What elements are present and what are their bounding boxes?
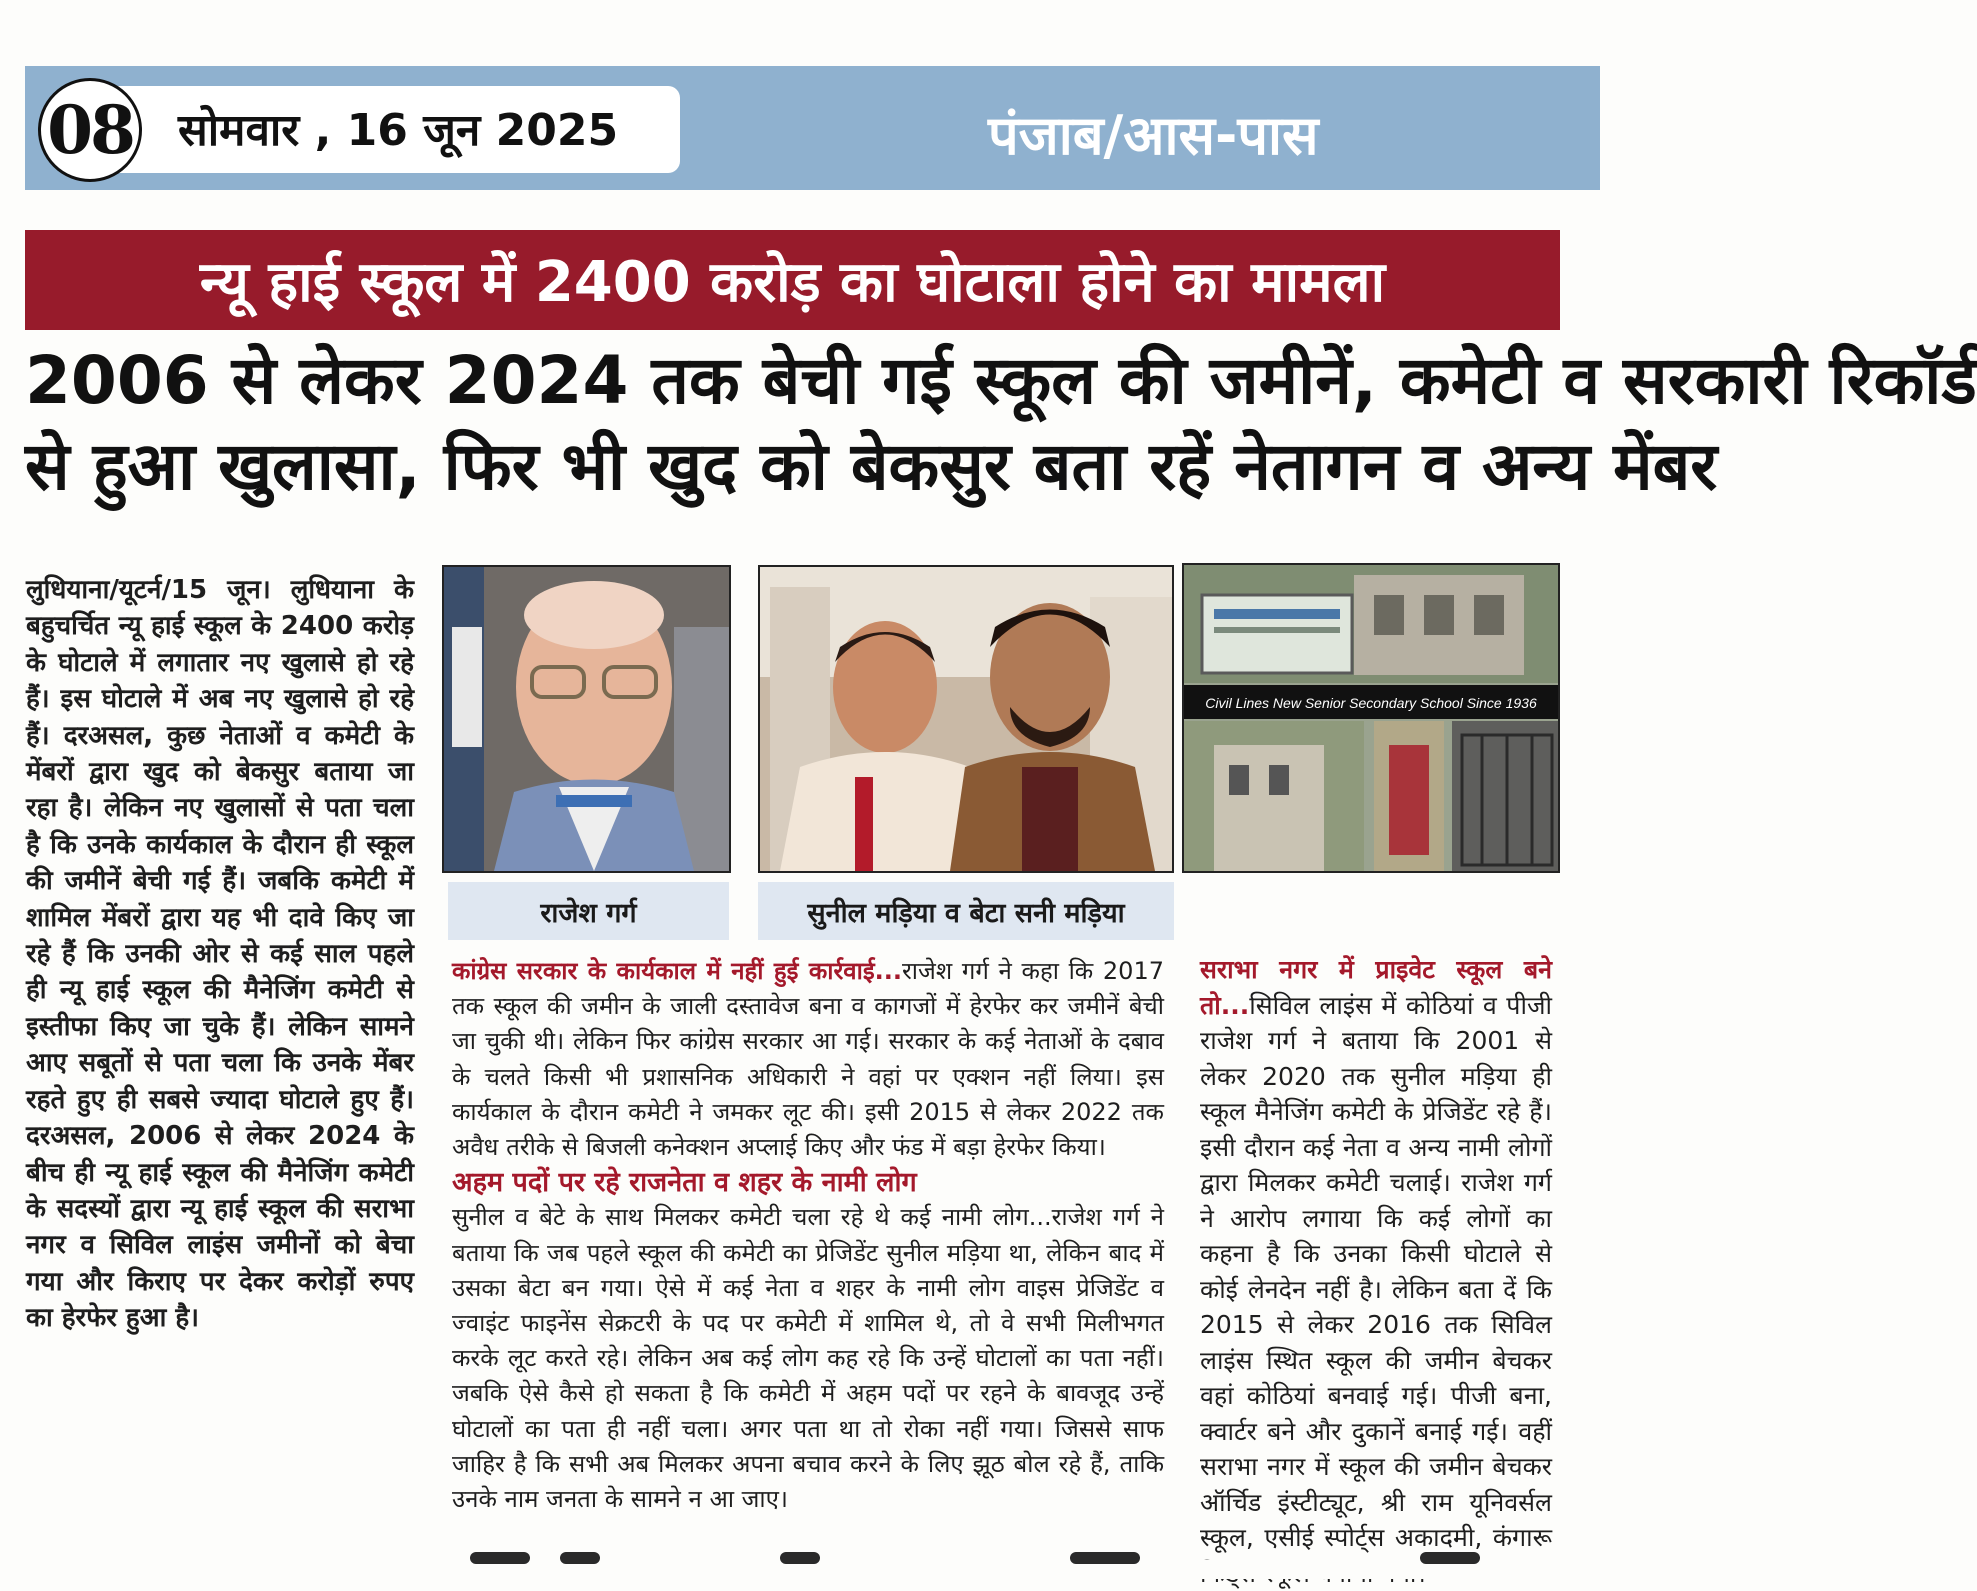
next-headline-fragment (1070, 1552, 1140, 1564)
photo-school-building (1182, 563, 1560, 873)
school-banner-text: Civil Lines New Senior Secondary School Since 1936 (1205, 695, 1537, 711)
page-number: 08 (38, 78, 142, 182)
headline-line-1: 2006 से लेकर 2024 तक बेची गई स्कूल की जमीनें, कमेटी व सरकारी रिकॉर्ड (25, 342, 1977, 419)
right-lead: सराभा नगर में प्राइवेट स्कूल बने तो... (1200, 955, 1552, 1020)
headline-line-2: से हुआ खुलासा, फिर भी खुद को बेकसुर बता रहें नेतागन व अन्य मेंबर (25, 428, 1718, 505)
photo-rajesh-garg (442, 565, 731, 873)
story-headline (25, 338, 1977, 510)
middle-column-text (452, 954, 1164, 1517)
next-headline-fragment (1420, 1552, 1480, 1564)
right-column-text (1200, 952, 1552, 1591)
caption-rajesh-garg: राजेश गर्ग (448, 882, 729, 940)
caption-sunil-madia-son: सुनील मड़िया व बेटा सनी मड़िया (758, 882, 1174, 940)
right-paragraph: सिविल लाइंस में कोठियां व पीजी राजेश गर्ग ने बताया कि 2001 से लेकर 2020 तक सुनील मड़िया ही स्कूल मैनेजिंग कमेटी के प्रेजिडेंट रहे हैं। इसी दौरान कई नेता व अन्य नामी लोगों द्वारा मिलकर कमेटी चलाई। राजेश गर्ग ने आरोप लगाया कि कई लोगों का कहना है कि उनका किसी घोटाले से कोई लेनदेन नहीं है। लेकिन बता दें कि 2015 से लेकर 2016 तक सिविल लाइंस स्थित स्कूल की जमीन बेचकर वहां कोठियां बनवाई गई। पीजी बना, क्वार्टर बने और दुकानें बनाई गई। वहीं सराभा नगर में स्कूल की जमीन बेचकर ऑर्चिड इंस्टीट्यूट, श्री राम यूनिवर्सल स्कूल, एसीई स्पोर्ट्स अकादमी, कंगारू (1200, 990, 1552, 1552)
next-headline-fragment (560, 1552, 600, 1564)
photo-sunil-madia-son (758, 565, 1174, 873)
section-title: पंजाब/आस-पास (988, 104, 1319, 167)
mid-paragraph-1: राजेश गर्ग ने कहा कि 2017 तक स्कूल की जमीन के जाली दस्तावेज बना व कागजों में हेरफेर कर जमीनें बेची जा चुकी थी। लेकिन फिर कांग्रेस सरकार आ गई। सरकार के कई नेताओं के दबाव के चलते किसी भी प्रशासनिक अधिकारी ने वहां पर एक्शन नहीं लिया। इस कार्यकाल के दौरान कमेटी ने जमकर लूट की। इसी 2015 से लेकर 2022 तक अवैध तरीके से बिजली कनेक्शन अप्लाई किए और फंड में बड़ा हेरफेर किया। (452, 957, 1164, 1162)
kicker-bar (25, 230, 1560, 330)
mid-lead: कांग्रेस सरकार के कार्यकाल में नहीं हुई कार्रवाई... (452, 957, 902, 985)
issue-date: सोमवार , 16 जून 2025 (178, 105, 619, 156)
left-column-text: लुधियाना/यूटर्न/15 जून। लुधियाना के बहुचर्चित न्यू हाई स्कूल के 2400 करोड़ के घोटाले में लगातार नए खुलासे हो रहे हैं। इस घोटाले में अब नए खुलासे हो रहे हैं। दरअसल, कुछ नेताओं व कमेटी के मेंबरों द्वारा खुद को बेकसुर बताया जा रहा है। लेकिन नए खुलासों से पता चला है कि उनके कार्यकाल के दौरान ही स्कूल की जमीनें बेची गई हैं। जबकि कमेटी में शामिल मेंबरों द्वारा यह भी दावे किए जा रहे हैं कि उनकी ओर से कई साल पहले ही न्यू हाई स्कूल की मैनेजिंग कमेटी से इस्तीफा किए जा चुके हैं। लेकिन सामने आए सबूतों से पता चला कि उनके मेंबर रहते हुए ही सबसे ज्यादा घोटाले हुए हैं। दरअसल, 2006 से लेकर 2024 के बीच ही न्यू हाई स्कूल की मैनेजिंग कमेटी के सदस्यों द्वारा न्यू हाई स्कूल की सराभा नगर व सिविल लाइंस जमीनों को बेचा गया और किराए पर देकर करोड़ों रुपए का हेरफेर हुआ है। (26, 575, 414, 1334)
story-kicker: न्यू हाई स्कूल में 2400 करोड़ का घोटाला होने का मामला (199, 250, 1386, 315)
next-headline-fragment (470, 1552, 530, 1564)
mid-subhead: अहम पदों पर रहे राजनेता व शहर के नामी लोग (452, 1167, 917, 1199)
next-headline-fragment (780, 1552, 820, 1564)
mid-paragraph-2: सुनील व बेटे के साथ मिलकर कमेटी चला रहे थे कई नामी लोग...राजेश गर्ग ने बताया कि जब पहले स्कूल की कमेटी का प्रेजिडेंट सुनील मड़िया था, लेकिन बाद में उसका बेटा बन गया। ऐसे में कई नेता व शहर के नामी लोग वाइस प्रेजिडेंट व ज्वाइंट फाइनेंस सेक्रटरी के पद पर कमेटी में शामिल थे, तो वे सभी मिलीभगत करके लूट करते रहे। लेकिन अब कई लोग कह रहे कि उन्हें घोटालों का पता नहीं। जबकि ऐसे कैसे हो सकता है कि कमेटी में अहम पदों पर रहने के बावजूद उन्हें घोटालों का पता ही नहीं चला। अगर पता था तो रोका नहीं गया। जिससे साफ जाहिर है कि सभी अब मिलकर अपना बचाव करने के लिए झूठ बोल रहे हैं, ताकि उनके नाम जनता के सामने न आ जाए। (452, 1203, 1164, 1514)
